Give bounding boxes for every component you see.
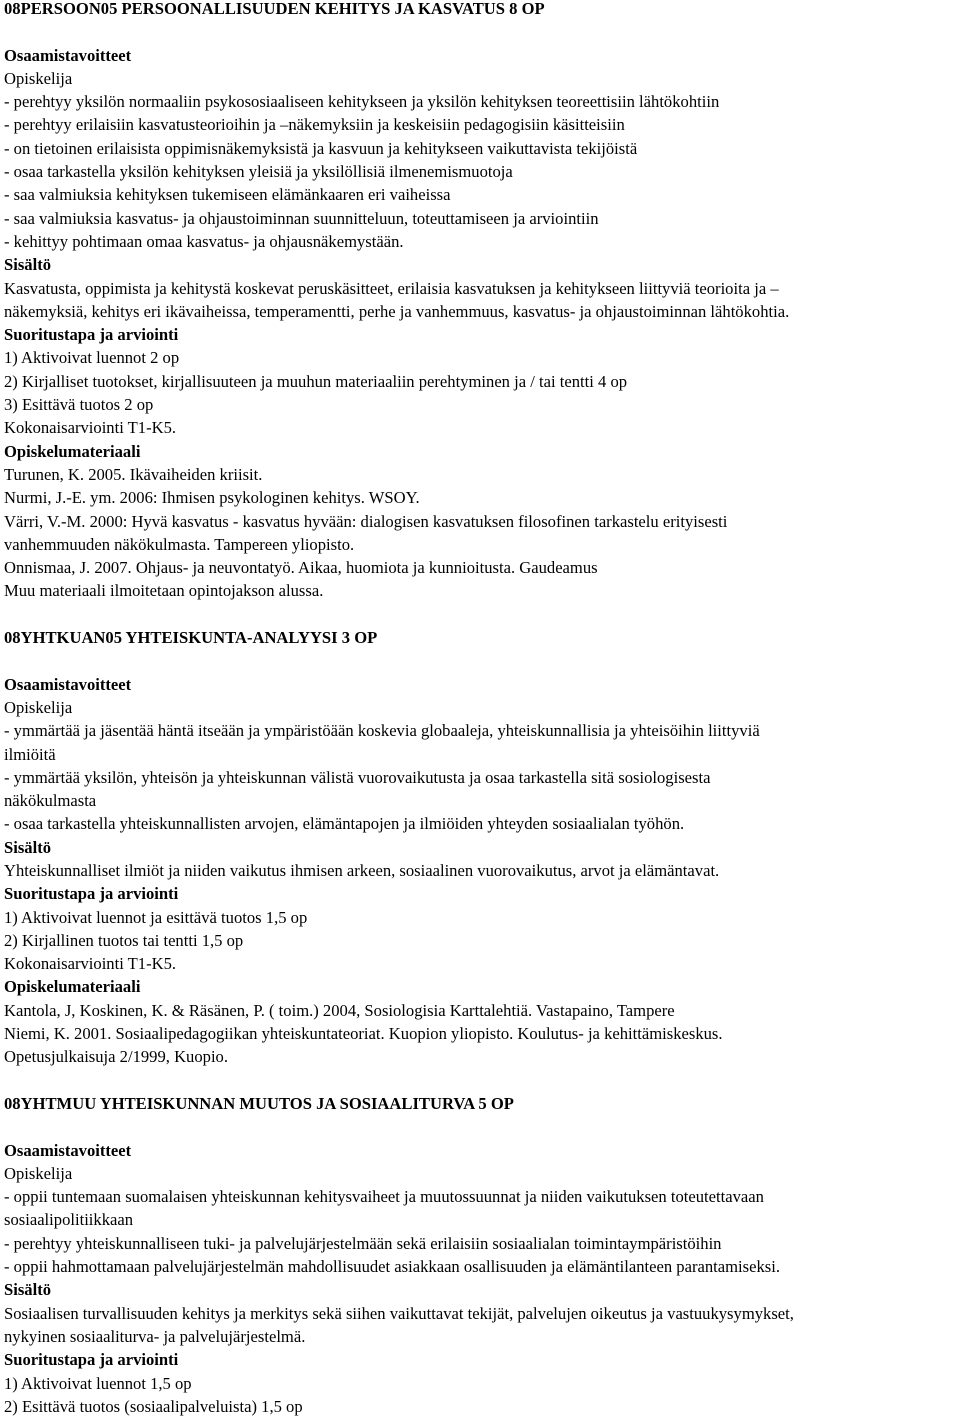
subheading: Opiskelija [4, 1163, 73, 1183]
body-line: Niemi, K. 2001. Sosiaalipedagogiikan yhteiskuntateoriat. Kuopion yliopisto. Koulutus- ja kehittämiskeskus. [4, 1024, 723, 1044]
body-line: Opetusjulkaisuja 2/1999, Kuopio. [4, 1047, 228, 1067]
body-line: Kasvatusta, oppimista ja kehitystä koskevat peruskäsitteet, erilaisia kasvatuksen ja kehitykseen liittyviä teorioita ja – [4, 278, 779, 298]
title-spacer [4, 20, 960, 43]
body-line: Nurmi, J.-E. ym. 2006: Ihmisen psykologinen kehitys. WSOY. [4, 488, 420, 508]
body-line: - kehittyy pohtimaan omaa kasvatus- ja ohjausnäkemystään. [4, 231, 404, 251]
body-line: vanhemmuuden näkökulmasta. Tampereen yliopisto. [4, 534, 355, 554]
section-heading: Suoritustapa ja arviointi [4, 1350, 179, 1370]
body-line: Onnismaa, J. 2007. Ohjaus- ja neuvontatyö. Aikaa, huomiota ja kunnioitusta. Gaudeamus [4, 558, 598, 578]
body-line: Sosiaalisen turvallisuuden kehitys ja merkitys sekä siihen vaikuttavat tekijät, palvelujen oikeutus ja vastuukysymykset, [4, 1303, 794, 1323]
subheading: Opiskelija [4, 68, 73, 88]
body-line: - ymmärtää yksilön, yhteisön ja yhteiskunnan välistä vuorovaikutusta ja osaa tarkastella sitä sosiologisesta [4, 767, 711, 787]
body-line: 2) Kirjallinen tuotos tai tentti 1,5 op [4, 930, 244, 950]
body-line: Muu materiaali ilmoitetaan opintojakson alussa. [4, 581, 324, 601]
body-line: 3) Esittävä tuotos 2 op [4, 395, 154, 415]
section-heading: Suoritustapa ja arviointi [4, 325, 179, 345]
body-line: - saa valmiuksia kehityksen tukemiseen elämänkaaren eri vaiheissa [4, 185, 451, 205]
course-title: 08PERSOON05 PERSOONALLISUUDEN KEHITYS JA KASVATUS 8 OP [4, 0, 545, 18]
title-spacer [4, 1115, 960, 1138]
section-spacer [4, 1069, 960, 1092]
body-line: Värri, V.-M. 2000: Hyvä kasvatus - kasvatus hyvään: dialogisen kasvatuksen filosofinen tarkastelu erityisesti [4, 511, 728, 531]
section-heading: Sisältö [4, 837, 52, 857]
body-line: - ymmärtää ja jäsentää häntä itseään ja ympäristöään koskevia globaaleja, yhteiskunnallisia ja yhteisöihin liittyviä [4, 721, 760, 741]
body-line: - saa valmiuksia kasvatus- ja ohjaustoiminnan suunnitteluun, toteuttamiseen ja arviointiin [4, 208, 599, 228]
title-spacer [4, 649, 960, 672]
section-heading: Osaamistavoitteet [4, 45, 132, 65]
body-line: 2) Esittävä tuotos (sosiaalipalveluista) 1,5 op [4, 1396, 303, 1416]
section-heading: Opiskelumateriaali [4, 977, 141, 997]
body-line: Kokonaisarviointi T1-K5. [4, 954, 177, 974]
course-title: 08YHTKUAN05 YHTEISKUNTA-ANALYYSI 3 OP [4, 628, 378, 648]
body-line: näkemyksiä, kehitys eri ikävaiheissa, temperamentti, perhe ja vanhemmuus, kasvatus- ja ohjaustoiminnan lähtökohtia. [4, 301, 790, 321]
body-line: sosiaalipolitiikkaan [4, 1210, 134, 1230]
section-heading: Suoritustapa ja arviointi [4, 884, 179, 904]
body-line: ilmiöitä [4, 744, 56, 764]
body-line: Yhteiskunnalliset ilmiöt ja niiden vaikutus ihmisen arkeen, sosiaalinen vuorovaikutus, arvot ja elämäntavat. [4, 860, 720, 880]
body-line: 2) Kirjalliset tuotokset, kirjallisuuteen ja muuhun materiaaliin perehtyminen ja / tai tentti 4 op [4, 371, 628, 391]
body-line: Turunen, K. 2005. Ikävaiheiden kriisit. [4, 464, 263, 484]
body-line: - perehtyy yksilön normaaliin psykososiaaliseen kehitykseen ja yksilön kehityksen teoreettisiin lähtökohtiin [4, 92, 720, 112]
body-line: 1) Aktivoivat luennot 1,5 op [4, 1373, 192, 1393]
section-heading: Osaamistavoitteet [4, 674, 132, 694]
body-line: - perehtyy yhteiskunnalliseen tuki- ja palvelujärjestelmään sekä erilaisiin sosiaalialan toimintaympäristöihin [4, 1233, 722, 1253]
course-title: 08YHTMUU YHTEISKUNNAN MUUTOS JA SOSIAALITURVA 5 OP [4, 1093, 514, 1113]
section-heading: Opiskelumateriaali [4, 441, 141, 461]
body-line: näkökulmasta [4, 791, 97, 811]
body-line: - osaa tarkastella yksilön kehityksen yleisiä ja yksilöllisiä ilmenemismuotoja [4, 162, 513, 182]
body-line: nykyinen sosiaaliturva- ja palvelujärjestelmä. [4, 1326, 306, 1346]
body-line: Kantola, J, Koskinen, K. & Räsänen, P. ( toim.) 2004, Sosiologisia Karttalehtiä. Vastapaino, Tampere [4, 1000, 675, 1020]
body-line: - osaa tarkastella yhteiskunnallisten arvojen, elämäntapojen ja ilmiöiden yhteyden sosiaalialan työhön. [4, 814, 685, 834]
document-page [4, 0, 960, 1418]
subheading: Opiskelija [4, 697, 73, 717]
section-heading: Osaamistavoitteet [4, 1140, 132, 1160]
body-line: 1) Aktivoivat luennot ja esittävä tuotos 1,5 op [4, 907, 308, 927]
body-line: - oppii hahmottamaan palvelujärjestelmän mahdollisuudet asiakkaan osallisuuden ja elämäntilanteen parantamiseksi. [4, 1257, 780, 1277]
body-line: - on tietoinen erilaisista oppimisnäkemyksistä ja kasvuun ja kehitykseen vaikuttavista tekijöistä [4, 138, 638, 158]
section-heading: Sisältö [4, 1280, 52, 1300]
body-line: - perehtyy erilaisiin kasvatusteorioihin ja –näkemyksiin ja keskeisiin pedagogisiin käsitteisiin [4, 115, 625, 135]
section-heading: Sisältö [4, 255, 52, 275]
body-line: 1) Aktivoivat luennot 2 op [4, 348, 180, 368]
body-line: Kokonaisarviointi T1-K5. [4, 418, 177, 438]
body-line: - oppii tuntemaan suomalaisen yhteiskunnan kehitysvaiheet ja muutossuunnat ja niiden vaikutuksen toteutettavaan [4, 1187, 764, 1207]
section-spacer [4, 603, 960, 626]
